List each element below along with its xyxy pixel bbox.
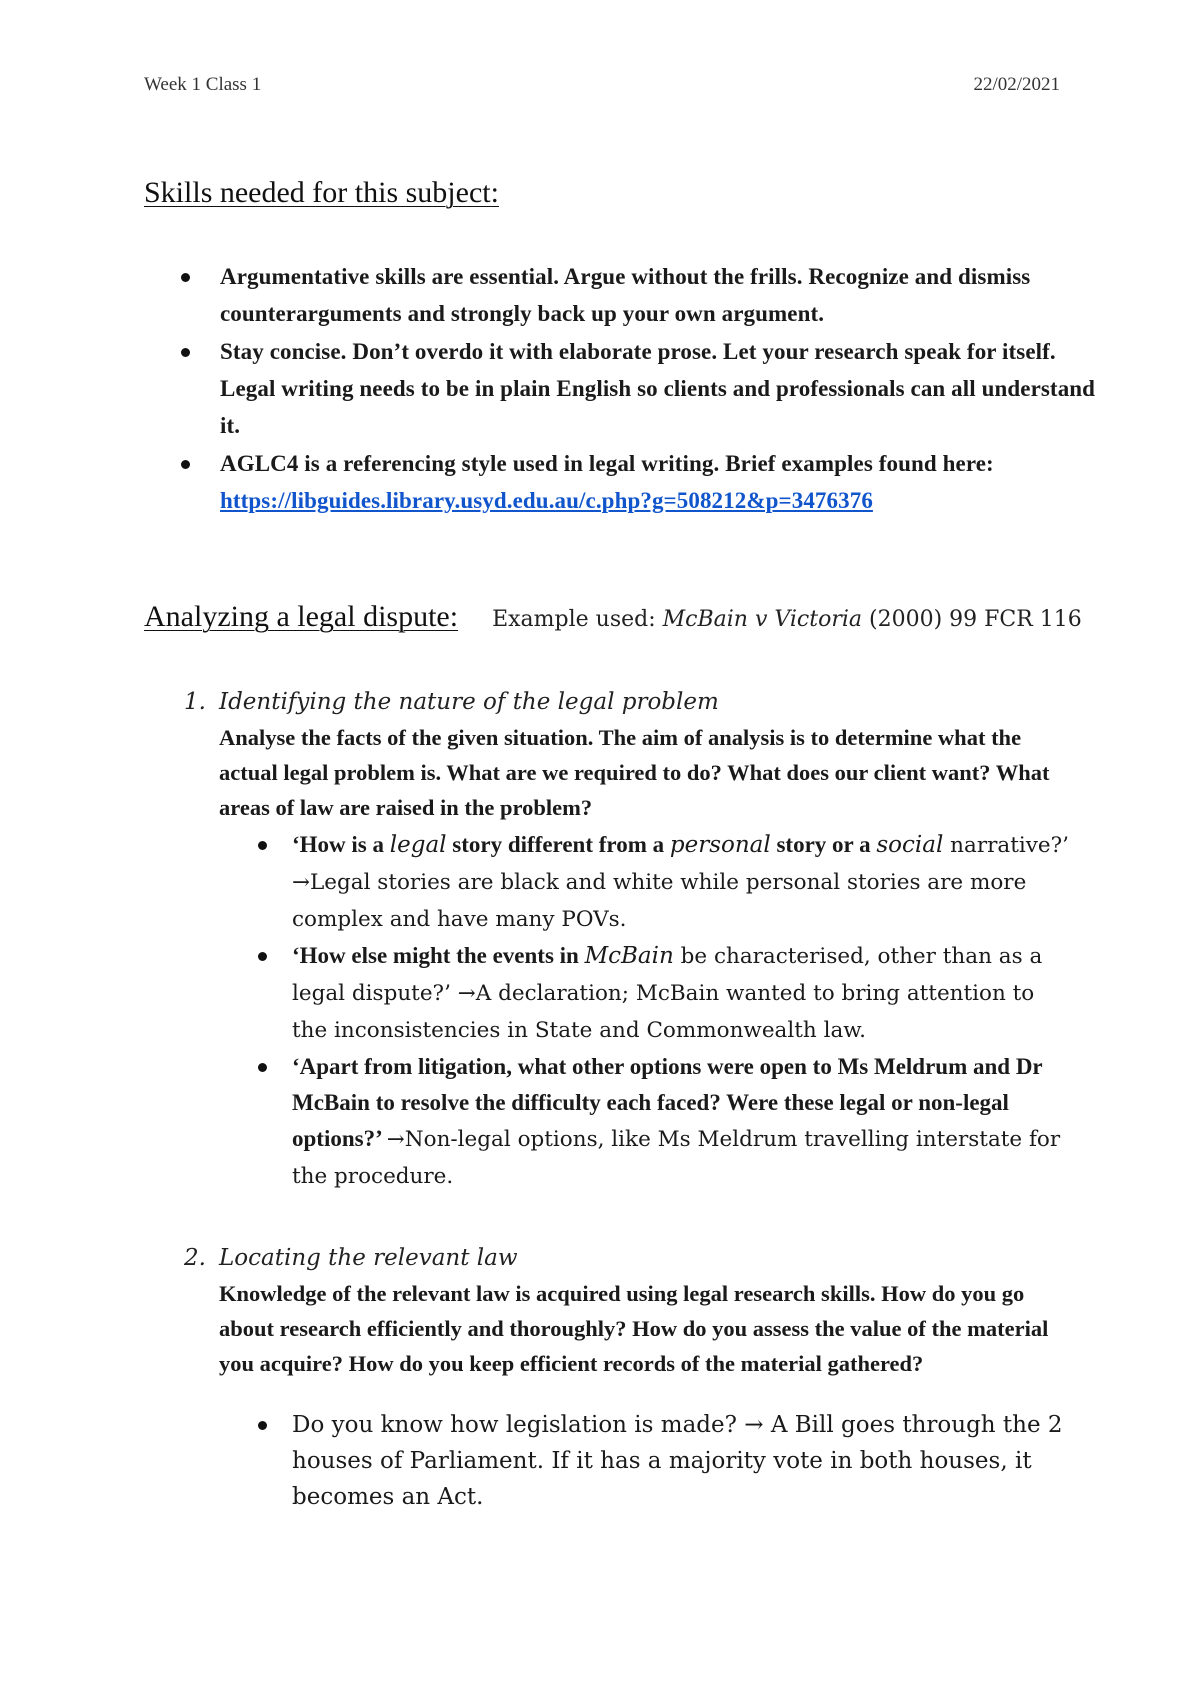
question-text: ‘Apart from litigation, what other options were open to Ms Meldrum and Dr McBain to resolve the difficulty each faced? Were these legal or non-legal options?’ xyxy=(292,1054,1043,1151)
question-item xyxy=(292,1407,1072,1515)
question-italic: McBain xyxy=(584,943,674,969)
example-citation: (2000) 99 FCR 116 xyxy=(862,607,1082,632)
question-italic: personal xyxy=(669,832,771,858)
step-2 xyxy=(184,1240,1064,1515)
step-2-questions xyxy=(184,1407,1064,1515)
analyzing-heading: Analyzing a legal dispute: xyxy=(144,600,459,633)
step-2-title: Locating the relevant law xyxy=(219,1245,518,1271)
header-date: 22/02/2021 xyxy=(973,74,1060,95)
question-text: be characterised, other than as a legal dispute?’ xyxy=(292,944,1043,1006)
example-prefix: Example used: xyxy=(492,607,663,632)
step-2-body: Knowledge of the relevant law is acquired using legal research skills. How do you go about research efficiently and thoroughly? How do you assess the value of the material you acquire? How do you keep efficient records of the material gathered? xyxy=(219,1281,1049,1376)
question-italic: legal xyxy=(389,832,447,858)
aglc-text: AGLC4 is a referencing style used in legal writing. Brief examples found here: xyxy=(220,451,994,476)
step-1-heading xyxy=(184,684,1064,720)
analyzing-heading-row xyxy=(144,600,1082,634)
answer-text: →A declaration; McBain wanted to bring attention to the inconsistencies in State and Commonwealth law. xyxy=(292,981,1035,1043)
skills-list xyxy=(180,258,1100,520)
question-text: ‘How is a xyxy=(292,832,390,857)
skills-heading: Skills needed for this subject: xyxy=(144,176,499,209)
question-item xyxy=(292,1049,1072,1195)
skills-item-concise: Stay concise. Don’t overdo it with elaborate prose. Let your research speak for itself. Legal writing needs to be in plain English so clients and professionals can all understand it. xyxy=(220,333,1100,444)
skills-item-aglc xyxy=(220,445,1100,519)
step-1-body: Analyse the facts of the given situation. The aim of analysis is to determine what the actual legal problem is. What are we required to do? What does our client want? What areas of law are raised in the problem? xyxy=(219,725,1050,820)
example-case-name: McBain v Victoria xyxy=(662,607,862,632)
answer-text: →Non-legal options, like Ms Meldrum travelling interstate for the procedure. xyxy=(292,1127,1061,1189)
answer-text: →Legal stories are black and white while personal stories are more complex and have many POVs. xyxy=(292,870,1027,932)
question-text: narrative?’ xyxy=(943,833,1069,858)
step-2-number: 2. xyxy=(184,1245,206,1271)
question-text: story different from a xyxy=(446,832,670,857)
question-text: Do you know how legislation is made? → A Bill goes through the 2 houses of Parliament. If it has a majority vote in both houses, it becomes an Act. xyxy=(292,1412,1063,1510)
question-item xyxy=(292,827,1072,938)
step-1-number: 1. xyxy=(184,689,206,715)
header-course: Week 1 Class 1 xyxy=(144,74,262,95)
question-text: story or a xyxy=(770,832,877,857)
step-1-title: Identifying the nature of the legal problem xyxy=(219,689,719,715)
skills-item-argumentative: Argumentative skills are essential. Argue without the frills. Recognize and dismiss counterarguments and strongly back up your own argument. xyxy=(220,258,1100,332)
step-1-questions xyxy=(184,827,1069,1195)
aglc-link[interactable]: https://libguides.library.usyd.edu.au/c.php?g=508212&p=3476376 xyxy=(220,488,873,513)
question-text: ‘How else might the events in xyxy=(292,943,585,968)
question-item xyxy=(292,938,1072,1049)
question-italic: social xyxy=(876,832,944,858)
step-2-heading xyxy=(184,1240,1064,1276)
example-case-line xyxy=(492,607,1082,632)
step-1 xyxy=(184,684,1069,1195)
